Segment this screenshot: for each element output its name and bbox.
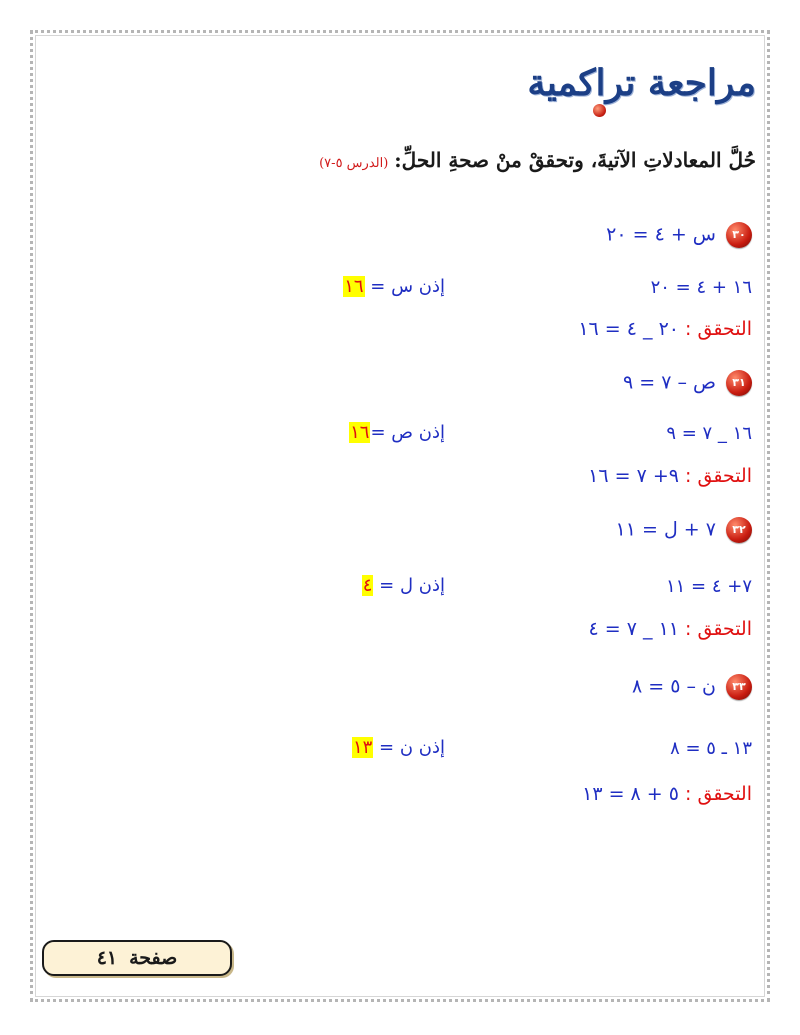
check-expression: ١١ _ ٧ = ٤ bbox=[588, 618, 679, 640]
solution-step: ٧+ ٤ = ١١ bbox=[665, 576, 752, 597]
planet-decoration-icon bbox=[593, 104, 606, 117]
conclusion-text: إذن س = bbox=[370, 276, 445, 297]
page-inner-border bbox=[35, 35, 765, 997]
check-label: التحقق : bbox=[685, 465, 752, 487]
problem-33-equation bbox=[632, 674, 752, 700]
conclusion-text: إذن ص = bbox=[370, 422, 445, 443]
problem-31-check bbox=[588, 465, 752, 487]
problem-31-conclusion bbox=[349, 422, 445, 443]
solution-step: ١٣ ـ ٥ = ٨ bbox=[670, 738, 752, 759]
check-expression: ٥ + ٨ = ١٣ bbox=[582, 783, 679, 805]
problem-32-check bbox=[589, 618, 752, 640]
answer-highlight: ٤ bbox=[362, 575, 373, 596]
problem-32-equation bbox=[616, 517, 752, 543]
answer-highlight: ١٣ bbox=[352, 737, 373, 758]
lesson-reference: (الدرس ٥-٧) bbox=[319, 156, 389, 171]
solution-step: ١٦ + ٤ = ٢٠ bbox=[650, 277, 752, 298]
equation: ص – ٧ = ٩ bbox=[623, 371, 716, 394]
problem-number-badge: ٣١ bbox=[726, 370, 752, 396]
check-expression: ٢٠ _ ٤ = ١٦ bbox=[578, 318, 679, 340]
problem-33-step bbox=[670, 737, 752, 759]
problem-number-badge: ٣٢ bbox=[726, 517, 752, 543]
page-label: صفحة bbox=[129, 947, 178, 969]
problem-33-check bbox=[582, 783, 752, 805]
page-title: مراجعة تراكمية bbox=[527, 62, 756, 104]
problem-number-badge: ٣٣ bbox=[726, 674, 752, 700]
problem-30-check bbox=[578, 318, 752, 340]
problem-number-badge: ٣٠ bbox=[726, 222, 752, 248]
equation: س + ٤ = ٢٠ bbox=[606, 223, 716, 246]
problem-30-conclusion bbox=[343, 276, 445, 297]
instruction-text: حُلَّ المعادلاتِ الآتيةَ، وتحققْ منْ صحةِ الحلِّ: bbox=[394, 148, 756, 172]
check-label: التحقق : bbox=[685, 618, 752, 640]
problem-30-equation bbox=[606, 222, 752, 248]
problem-32-step bbox=[666, 575, 752, 597]
problem-30-step bbox=[651, 276, 752, 298]
problem-31-step bbox=[666, 422, 752, 444]
check-expression: ٩+ ٧ = ١٦ bbox=[588, 465, 679, 487]
instruction bbox=[319, 148, 756, 172]
conclusion-text: إذن ن = bbox=[379, 737, 445, 758]
problem-32-conclusion bbox=[362, 575, 445, 596]
check-label: التحقق : bbox=[685, 318, 752, 340]
problem-33-conclusion bbox=[352, 737, 445, 758]
answer-highlight: ١٦ bbox=[344, 276, 364, 297]
solution-step: ١٦ _ ٧ = ٩ bbox=[666, 423, 752, 444]
equation: ٧ + ل = ١١ bbox=[615, 518, 716, 541]
problem-31-equation bbox=[623, 370, 752, 396]
check-label: التحقق : bbox=[685, 783, 752, 805]
page-number-box bbox=[42, 940, 232, 976]
conclusion-text: إذن ل = bbox=[379, 575, 445, 596]
page-number: ٤١ bbox=[96, 947, 118, 969]
answer-highlight: ١٦ bbox=[350, 422, 370, 443]
equation: ن – ٥ = ٨ bbox=[632, 675, 716, 698]
